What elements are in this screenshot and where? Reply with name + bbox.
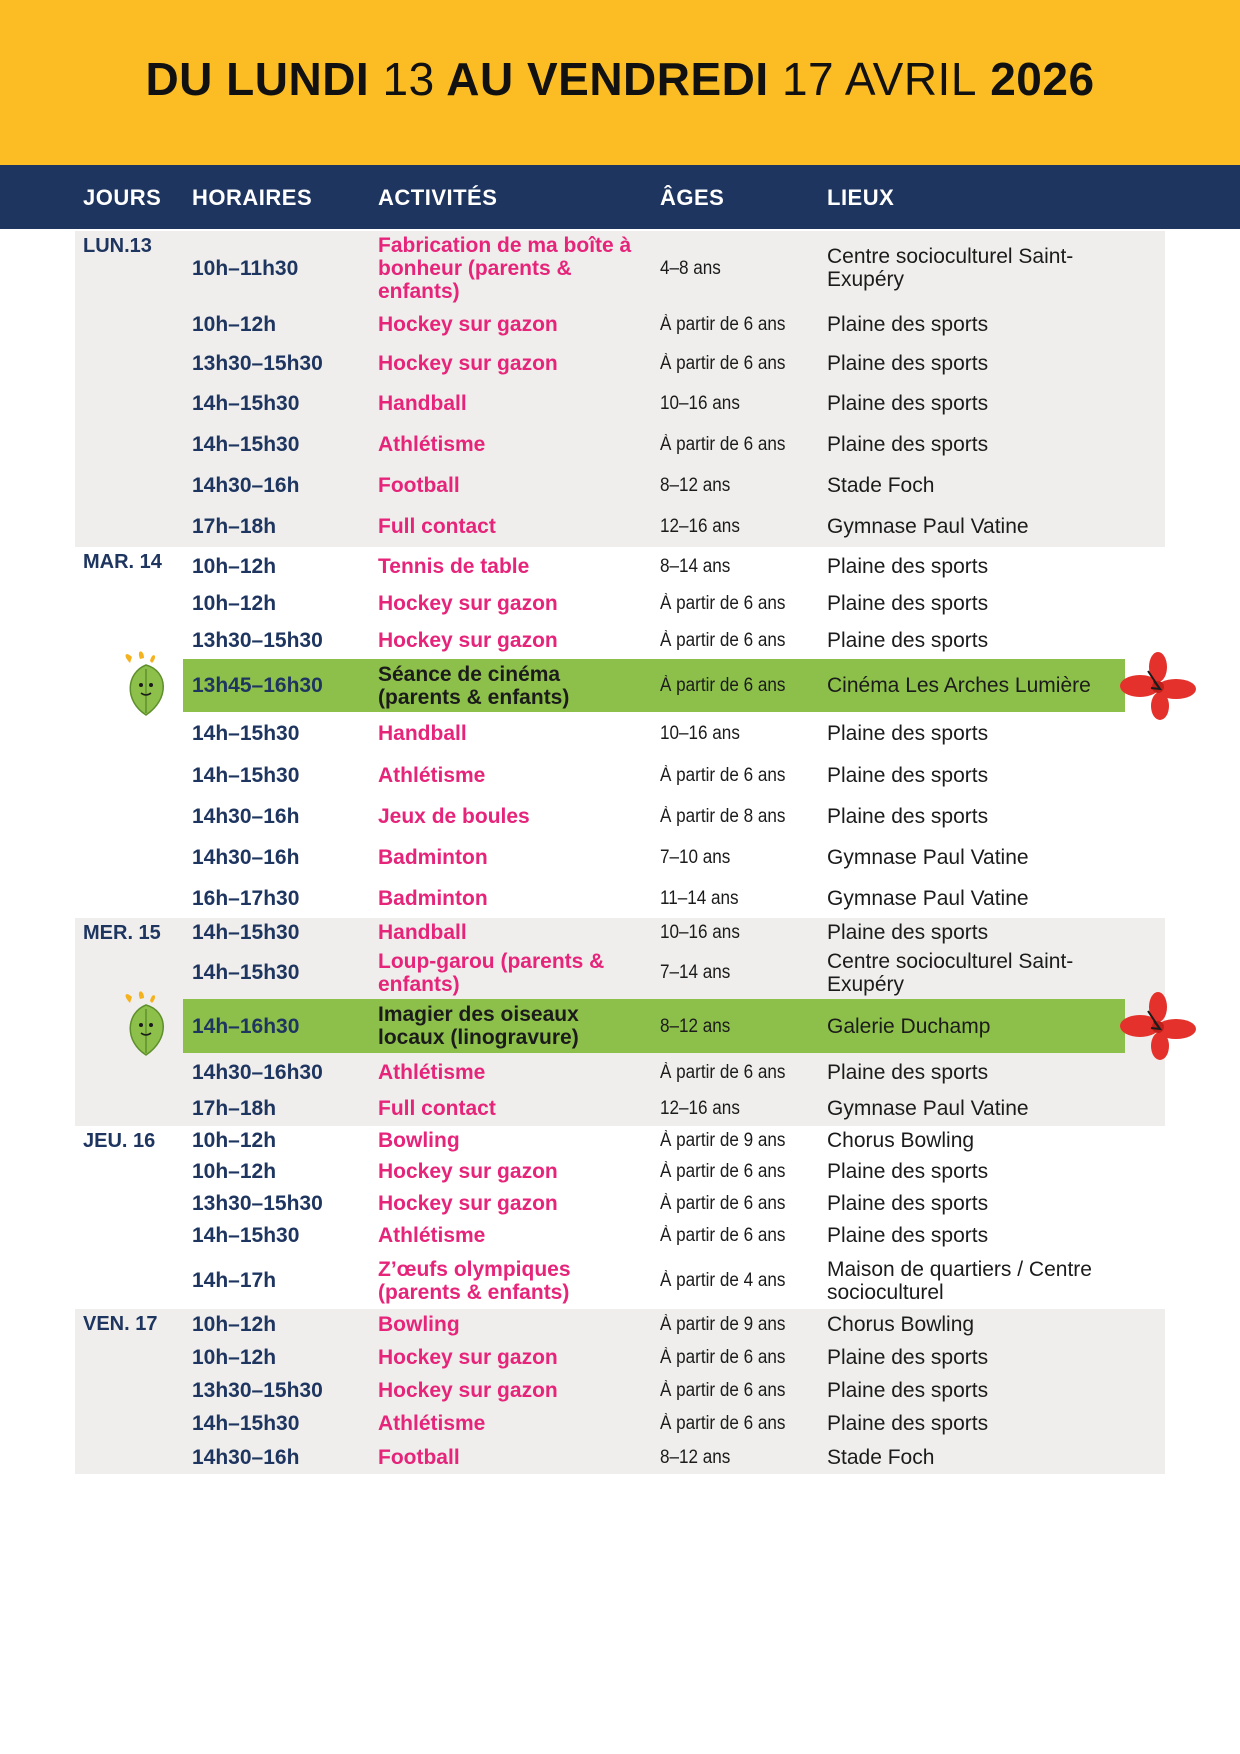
header-days: JOURS (83, 185, 162, 210)
table-row (0, 585, 1240, 622)
highlighted-row (0, 659, 1240, 712)
table-row (0, 1053, 1240, 1091)
place-cell: Plaine des sports (827, 764, 989, 787)
table-header (0, 165, 1240, 229)
activity-cell: Hockey sur gazon (378, 629, 558, 652)
time-cell: 14h–15h30 (192, 392, 300, 415)
time-cell: 14h–15h30 (192, 1412, 300, 1435)
activity-cell: Athlétisme (378, 1060, 486, 1084)
table-row (0, 946, 1240, 999)
place-cell: Plaine des sports (827, 722, 989, 745)
title-part-4: 17 AVRIL (781, 53, 977, 105)
activity-cell: Hockey sur gazon (378, 1345, 558, 1369)
age-cell: À partir de 6 ans (660, 675, 786, 696)
age-cell: À partir de 6 ans (660, 1413, 786, 1434)
leaf-mascot-icon (112, 649, 176, 719)
red-flower-icon (1118, 991, 1198, 1061)
time-cell: 13h30–15h30 (192, 1379, 323, 1402)
age-cell: À partir de 6 ans (660, 593, 786, 614)
place-cell: Gymnase Paul Vatine (827, 515, 1029, 538)
activity-cell: Imagier des oiseaux locaux (linogravure) (378, 1003, 579, 1049)
table-row (0, 712, 1240, 755)
age-cell: À partir de 6 ans (660, 765, 786, 786)
time-cell: 10h–12h (192, 554, 277, 578)
activity-cell: Handball (378, 920, 467, 944)
place-cell: Plaine des sports (827, 592, 989, 615)
table-row (0, 1407, 1240, 1440)
time-cell: 17h–18h (192, 1097, 277, 1120)
activity-cell: Full contact (378, 1097, 496, 1120)
activity-cell: Athlétisme (378, 1224, 486, 1247)
time-cell: 14h–17h (192, 1269, 277, 1292)
table-row (0, 506, 1240, 547)
table-row (0, 1309, 1240, 1340)
time-cell: 13h30–15h30 (192, 352, 323, 375)
time-cell: 14h–15h30 (192, 920, 300, 944)
age-cell: 10–16 ans (660, 393, 740, 414)
table-row (0, 796, 1240, 837)
title-part-1: DU LUNDI (145, 53, 370, 105)
title-part-3: AU VENDREDI (446, 53, 769, 105)
table-row (0, 231, 1240, 305)
header-times: HORAIRES (192, 185, 313, 210)
time-cell: 10h–12h (192, 1159, 277, 1183)
time-cell: 16h–17h30 (192, 886, 300, 910)
age-cell: 7–10 ans (660, 847, 731, 868)
time-cell: 10h–12h (192, 1313, 277, 1336)
time-cell: 13h30–15h30 (192, 1191, 323, 1215)
age-cell: À partir de 4 ans (660, 1270, 786, 1291)
place-cell: Plaine des sports (827, 1159, 989, 1183)
time-cell: 14h–15h30 (192, 722, 300, 745)
time-cell: 10h–12h (192, 1345, 277, 1369)
day-label: JEU. 16 (83, 1130, 156, 1152)
age-cell: À partir de 8 ans (660, 806, 786, 827)
time-cell: 14h–16h30 (192, 1014, 300, 1038)
place-cell: Plaine des sports (827, 920, 989, 944)
place-cell: Plaine des sports (827, 1060, 989, 1084)
activity-cell: Hockey sur gazon (378, 1191, 558, 1215)
table-row (0, 424, 1240, 465)
activity-cell: Athlétisme (378, 764, 486, 787)
place-cell: Plaine des sports (827, 1379, 989, 1402)
time-cell: 14h–15h30 (192, 764, 300, 787)
activity-cell: Badminton (378, 886, 488, 910)
time-cell: 14h30–16h30 (192, 1060, 323, 1084)
page-title (0, 52, 1240, 106)
table-row (0, 755, 1240, 796)
time-cell: 10h–12h (192, 313, 277, 336)
activity-cell: Hockey sur gazon (378, 352, 558, 375)
place-cell: Plaine des sports (827, 554, 989, 578)
activity-cell: Hockey sur gazon (378, 1379, 558, 1402)
table-row (0, 305, 1240, 344)
time-cell: 10h–11h30 (192, 256, 299, 280)
place-cell: Plaine des sports (827, 392, 989, 415)
place-cell: Plaine des sports (827, 1191, 989, 1215)
activity-cell: Athlétisme (378, 1412, 486, 1435)
age-cell: À partir de 6 ans (660, 353, 786, 374)
title-part-2: 13 (382, 53, 435, 105)
table-row (0, 344, 1240, 383)
leaf-mascot-icon (112, 989, 176, 1059)
day-label: MAR. 14 (83, 551, 162, 573)
activity-cell: Athlétisme (378, 433, 486, 456)
place-cell: Maison de quartiers / Centre socioculturel (827, 1257, 1092, 1304)
activity-cell: Jeux de boules (378, 805, 530, 828)
header-ages: ÂGES (660, 185, 725, 210)
activity-cell: Football (378, 474, 460, 497)
activity-cell: Hockey sur gazon (378, 1159, 558, 1183)
time-cell: 10h–12h (192, 1129, 277, 1152)
place-cell: Centre socioculturel Saint-Exupéry (827, 949, 1074, 996)
place-cell: Gymnase Paul Vatine (827, 1097, 1029, 1120)
table-row (0, 383, 1240, 424)
age-cell: 12–16 ans (660, 516, 740, 537)
activity-cell: Bowling (378, 1129, 460, 1152)
table-row (0, 1219, 1240, 1252)
age-cell: À partir de 9 ans (660, 1314, 786, 1335)
table-row (0, 1340, 1240, 1374)
place-cell: Plaine des sports (827, 352, 989, 375)
table-row (0, 1374, 1240, 1407)
age-cell: 10–16 ans (660, 723, 740, 744)
time-cell: 14h–15h30 (192, 961, 300, 984)
table-row (0, 1440, 1240, 1474)
place-cell: Stade Foch (827, 474, 935, 497)
table-row (0, 878, 1240, 918)
age-cell: 8–12 ans (660, 1446, 731, 1468)
time-cell: 14h–15h30 (192, 1224, 300, 1247)
age-cell: À partir de 6 ans (660, 1192, 786, 1214)
activity-cell: Séance de cinéma (parents & enfants) (378, 662, 570, 709)
age-cell: À partir de 6 ans (660, 630, 786, 651)
table-row (0, 547, 1240, 585)
time-cell: 14h30–16h (192, 846, 300, 869)
time-cell: 14h30–16h (192, 1445, 300, 1469)
table-row (0, 1252, 1240, 1309)
activity-cell: Hockey sur gazon (378, 592, 558, 615)
place-cell: Plaine des sports (827, 805, 989, 828)
activity-cell: Fabrication de ma boîte à bonheur (parents & enfants) (378, 233, 632, 303)
table-row (0, 1187, 1240, 1219)
place-cell: Chorus Bowling (827, 1129, 975, 1152)
activity-cell: Z’œufs olympiques (parents & enfants) (378, 1257, 571, 1304)
table-row (0, 1126, 1240, 1155)
place-cell: Gymnase Paul Vatine (827, 886, 1029, 910)
header-places: LIEUX (827, 185, 895, 210)
place-cell: Plaine des sports (827, 1345, 989, 1369)
table-row (0, 918, 1240, 946)
activity-cell: Hockey sur gazon (378, 313, 558, 336)
place-cell: Plaine des sports (827, 629, 989, 652)
place-cell: Gymnase Paul Vatine (827, 846, 1029, 869)
time-cell: 10h–12h (192, 592, 277, 615)
time-cell: 14h30–16h (192, 474, 300, 497)
activity-cell: Handball (378, 722, 467, 745)
age-cell: À partir de 6 ans (660, 434, 786, 455)
time-cell: 13h45–16h30 (192, 674, 323, 697)
activity-cell: Full contact (378, 515, 496, 538)
activity-cell: Badminton (378, 846, 488, 869)
day-label: VEN. 17 (83, 1313, 158, 1335)
header-activities: ACTIVITÉS (378, 185, 498, 210)
highlighted-row (0, 999, 1240, 1053)
time-cell: 14h–15h30 (192, 433, 300, 456)
age-cell: 7–14 ans (660, 962, 731, 983)
age-cell: À partir de 6 ans (660, 1061, 786, 1083)
place-cell: Chorus Bowling (827, 1313, 975, 1336)
place-cell: Plaine des sports (827, 1412, 989, 1435)
age-cell: À partir de 6 ans (660, 1225, 786, 1246)
age-cell: À partir de 6 ans (660, 1160, 786, 1182)
place-cell: Plaine des sports (827, 1224, 989, 1247)
age-cell: À partir de 6 ans (660, 1346, 786, 1368)
age-cell: 8–12 ans (660, 475, 731, 496)
activity-cell: Tennis de table (378, 554, 530, 578)
place-cell: Galerie Duchamp (827, 1014, 991, 1038)
time-cell: 17h–18h (192, 515, 277, 538)
time-cell: 13h30–15h30 (192, 629, 323, 652)
table-row (0, 837, 1240, 878)
activity-cell: Bowling (378, 1313, 460, 1336)
red-flower-icon (1118, 651, 1198, 721)
title-part-5: 2026 (990, 53, 1095, 105)
age-cell: 12–16 ans (660, 1098, 740, 1119)
title-banner (0, 0, 1240, 165)
age-cell: 8–14 ans (660, 555, 731, 577)
table-row (0, 465, 1240, 506)
time-cell: 14h30–16h (192, 805, 300, 828)
place-cell: Plaine des sports (827, 433, 989, 456)
place-cell: Cinéma Les Arches Lumière (827, 674, 1091, 697)
age-cell: À partir de 6 ans (660, 314, 786, 335)
place-cell: Stade Foch (827, 1445, 935, 1469)
table-row (0, 622, 1240, 659)
day-label: LUN.13 (83, 235, 152, 257)
table-row (0, 1155, 1240, 1187)
day-label: MER. 15 (83, 922, 161, 944)
age-cell: 8–12 ans (660, 1015, 731, 1037)
place-cell: Plaine des sports (827, 313, 989, 336)
age-cell: À partir de 9 ans (660, 1130, 786, 1151)
age-cell: À partir de 6 ans (660, 1380, 786, 1401)
activity-cell: Handball (378, 392, 467, 415)
age-cell: 11–14 ans (660, 887, 739, 909)
activity-cell: Loup-garou (parents & enfants) (378, 949, 605, 996)
place-cell: Centre socioculturel Saint-Exupéry (827, 245, 1074, 291)
activity-cell: Football (378, 1445, 460, 1469)
age-cell: 4–8 ans (660, 257, 721, 279)
age-cell: 10–16 ans (660, 921, 740, 943)
table-row (0, 1091, 1240, 1126)
